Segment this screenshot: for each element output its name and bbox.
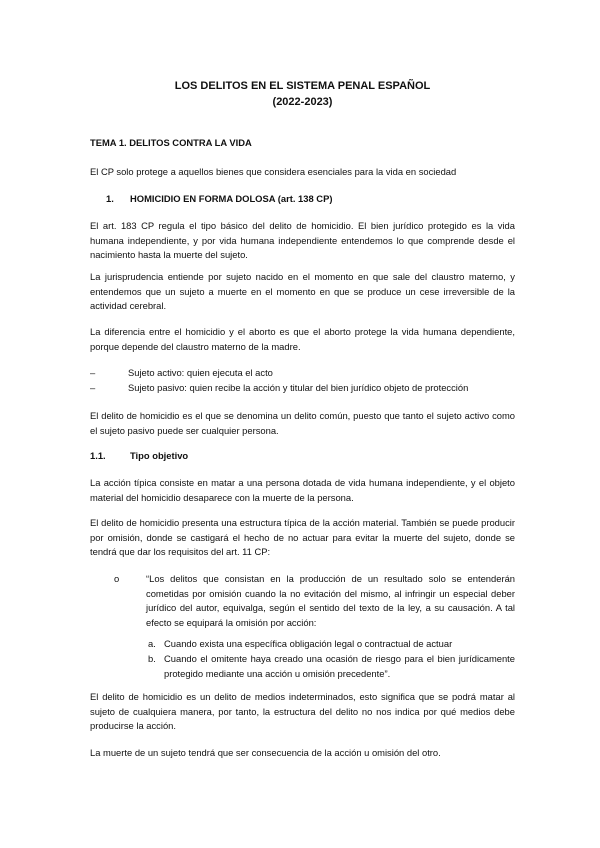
paragraph-accion-tipica: La acción típica consiste en matar a una persona dotada de vida humana independiente, y el objeto material del homicidio desaparece con la muerte de la persona. bbox=[90, 477, 515, 503]
section-title: HOMICIDIO EN FORMA DOLOSA (art. 138 CP) bbox=[130, 193, 333, 204]
section-number: 1. bbox=[106, 193, 114, 204]
subsection-title: Tipo objetivo bbox=[130, 450, 189, 461]
paragraph-aborto: La diferencia entre el homicidio y el aborto es que el aborto protege la vida humana dependiente, porque depende del claustro materno de la madre. bbox=[90, 326, 515, 352]
quote-text: “Los delitos que consistan en la producción de un resultado solo se entenderán cometidas por omisión cuando la no evitación del mismo, al infringir un especial deber jurídico del autor, equivalga, según el sentido del texto de la ley, a su causación. A tal efecto se equipará la omisión por acción: bbox=[146, 573, 515, 628]
intro-paragraph: El CP solo protege a aquellos bienes que considera esenciales para la vida en sociedad bbox=[90, 166, 457, 177]
paragraph-final: La muerte de un sujeto tendrá que ser consecuencia de la acción u omisión del otro. bbox=[90, 747, 441, 758]
subsection-heading bbox=[90, 449, 515, 464]
quote-item-a bbox=[90, 637, 515, 652]
paragraph-delito-comun: El delito de homicidio es el que se denomina un delito común, puesto que tanto el sujeto activo como el sujeto pasivo puede ser cualquier persona. bbox=[90, 410, 515, 436]
document-title: LOS DELITOS EN EL SISTEMA PENAL ESPAÑOL bbox=[174, 80, 431, 92]
item-text: Cuando exista una específica obligación legal o contractual de actuar bbox=[164, 638, 453, 649]
paragraph-estructura: El delito de homicidio presenta una estructura típica de la acción material. También se puede producir por omisión, donde se castigará el hecho de no actuar para evitar la muerte del sujeto, donde se tendrá que dar los requisitos del art. 11 CP: bbox=[90, 517, 515, 558]
dash-bullet: – bbox=[90, 367, 96, 378]
tema-heading: TEMA 1. DELITOS CONTRA LA VIDA bbox=[90, 137, 252, 148]
dash-bullet: – bbox=[90, 382, 96, 393]
circle-bullet: o bbox=[114, 573, 120, 584]
document-year: (2022-2023) bbox=[272, 96, 333, 108]
item-marker: b. bbox=[148, 653, 156, 664]
subsection-number: 1.1. bbox=[90, 450, 106, 461]
item-marker: a. bbox=[148, 638, 156, 649]
list-item-text: Sujeto activo: quien ejecuta el acto bbox=[128, 367, 273, 378]
quote-item-b bbox=[90, 652, 515, 682]
paragraph-medios: El delito de homicidio es un delito de medios indeterminados, esto significa que se podrá matar al sujeto de cualquiera manera, por tanto, la estructura del delito no nos indica por qué medios debe producirse la acción. bbox=[90, 691, 515, 732]
item-text: Cuando el omitente haya creado una ocasión de riesgo para el bien jurídicamente protegido mediante una acción u omisión precedente”. bbox=[164, 653, 515, 679]
list-item-sujeto-activo bbox=[90, 366, 515, 381]
paragraph-bien-juridico: El art. 183 CP regula el tipo básico del delito de homicidio. El bien jurídico protegido es la vida humana independiente, y por vida humana independiente entendemos lo que comprende desde el nacimiento hasta la muerte del sujeto. bbox=[90, 220, 515, 261]
list-item-sujeto-pasivo bbox=[90, 381, 515, 396]
paragraph-jurisprudencia: La jurisprudencia entiende por sujeto nacido en el momento en que sale del claustro materno, y entendemos que un sujeto a muerte en el momento en que se produce un cese irreversible de la actividad cerebral. bbox=[90, 271, 515, 312]
section-heading bbox=[90, 192, 515, 207]
quote-block bbox=[90, 572, 515, 632]
list-item-text: Sujeto pasivo: quien recibe la acción y titular del bien jurídico objeto de protección bbox=[128, 382, 469, 393]
